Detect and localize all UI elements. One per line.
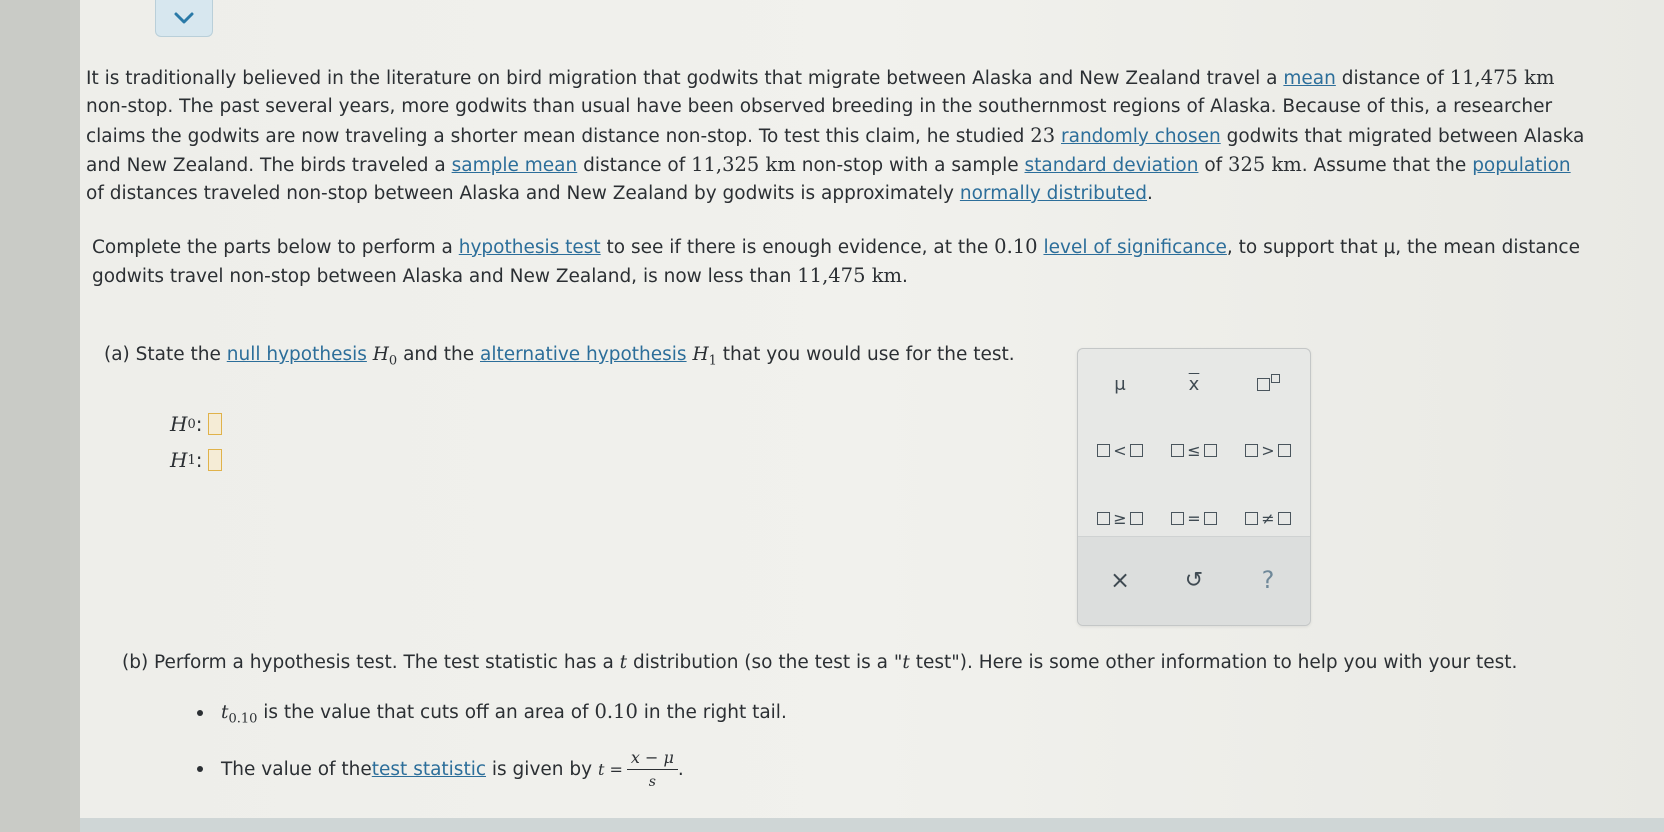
math-value: 0.10	[994, 235, 1038, 258]
left-box-icon	[1171, 444, 1184, 457]
text: claims the godwits are now traveling a shorter mean distance non-stop. To test this claim, he studied	[86, 126, 1031, 147]
xbar-symbol: $\overline{x}$	[1188, 373, 1200, 395]
ge-symbol: ≥	[1113, 508, 1127, 528]
bottom-band	[80, 818, 1664, 832]
text-line	[86, 63, 1584, 92]
less-than-button[interactable]	[1090, 435, 1150, 465]
bullet-t-value-text	[221, 700, 787, 727]
left-box-icon	[1097, 444, 1110, 457]
mu-symbol: μ	[1114, 373, 1126, 395]
text: .	[902, 266, 908, 287]
text-line	[86, 121, 1584, 150]
test-statistic-formula	[627, 748, 678, 790]
test-statistic-link[interactable]: test statistic	[371, 758, 487, 780]
text-line	[104, 340, 1015, 369]
right-box-icon	[1278, 512, 1291, 525]
glossary-link[interactable]: population	[1472, 155, 1571, 176]
task-statement	[92, 232, 1580, 290]
text: to see if there is enough evidence, at the	[600, 237, 995, 258]
close-icon: ×	[1109, 566, 1131, 594]
formula-lhs: t =	[597, 759, 623, 779]
subscript: 0.10	[228, 711, 258, 727]
less-equal-button[interactable]	[1164, 435, 1224, 465]
h1-row	[170, 448, 222, 472]
glossary-link[interactable]: hypothesis test	[458, 237, 601, 258]
text: distance of	[577, 155, 692, 176]
text: that you would use for the test.	[716, 344, 1015, 365]
text: godwits that migrated between Alaska	[1220, 126, 1585, 147]
right-box-icon	[1278, 444, 1291, 457]
h0-colon: :	[195, 412, 203, 436]
equals-button[interactable]	[1164, 503, 1224, 533]
text: and the	[397, 344, 480, 365]
text-line	[86, 179, 1584, 208]
exponent-box-icon	[1271, 374, 1280, 383]
text: of	[1198, 155, 1229, 176]
math-value: 11,475 km	[1449, 66, 1555, 89]
bullet-dot	[197, 766, 203, 772]
glossary-link[interactable]: sample mean	[451, 155, 578, 176]
math-symbol: t	[619, 652, 628, 673]
left-strip	[0, 0, 80, 832]
text-line	[86, 92, 1584, 121]
collapse-toggle[interactable]	[155, 0, 213, 37]
gt-symbol: >	[1261, 440, 1275, 460]
help-icon: ?	[1261, 566, 1275, 594]
right-box-icon	[1204, 512, 1217, 525]
h0-label: H	[170, 412, 188, 436]
ne-symbol: ≠	[1261, 508, 1275, 528]
greater-than-button[interactable]	[1238, 435, 1298, 465]
palette-actions	[1078, 536, 1310, 625]
text: godwits travel non-stop between Alaska and New Zealand, is now less than	[92, 266, 798, 287]
text: , to support that μ, the mean distance	[1226, 237, 1580, 258]
formula-numerator: x − μ	[627, 748, 678, 770]
bullet-t-value	[197, 700, 787, 727]
right-box-icon	[1130, 512, 1143, 525]
superscript-button[interactable]	[1238, 369, 1298, 399]
text: and New Zealand. The birds traveled a	[86, 155, 452, 176]
math-value: 11,475 km	[797, 264, 903, 287]
glossary-link[interactable]: level of significance	[1043, 237, 1227, 258]
glossary-link[interactable]: randomly chosen	[1061, 126, 1221, 147]
text-line	[86, 150, 1584, 179]
text: .	[1147, 183, 1153, 204]
eq-symbol: =	[1187, 508, 1201, 528]
math-symbol: H	[372, 344, 389, 365]
glossary-link[interactable]: alternative hypothesis	[480, 344, 687, 365]
h1-answer-input[interactable]	[208, 449, 222, 471]
text-line	[122, 648, 1517, 677]
math-symbol: t	[902, 652, 910, 673]
formula-end: .	[677, 758, 684, 780]
h1-colon: :	[195, 448, 203, 472]
math-symbol: t	[221, 702, 229, 723]
text: test"). Here is some other information to help you with your test.	[909, 652, 1518, 673]
text: (b) Perform a hypothesis test. The test statistic has a	[122, 652, 620, 673]
base-box-icon	[1257, 378, 1270, 391]
le-symbol: ≤	[1187, 440, 1201, 460]
left-box-icon	[1097, 512, 1110, 525]
bullet2-post-text: is given by	[486, 758, 598, 780]
math-symbol: H	[692, 344, 709, 365]
help-button[interactable]	[1238, 565, 1298, 595]
text-line	[92, 261, 1580, 290]
problem-statement	[86, 63, 1584, 208]
glossary-link[interactable]: standard deviation	[1024, 155, 1199, 176]
bullet-dot	[197, 710, 203, 716]
text: It is traditionally believed in the literature on bird migration that godwits that migrate between Alaska and New Zealand travel a	[86, 68, 1284, 89]
left-box-icon	[1245, 444, 1258, 457]
glossary-link[interactable]: null hypothesis	[226, 344, 367, 365]
h0-row	[170, 412, 222, 436]
math-value: 325 km	[1228, 153, 1302, 176]
glossary-link[interactable]: normally distributed	[959, 183, 1148, 204]
subscript: 1	[708, 353, 717, 369]
math-value: 11,325 km	[691, 153, 796, 176]
undo-button[interactable]	[1164, 565, 1224, 595]
part-b-prompt	[122, 648, 1517, 677]
greater-equal-button[interactable]	[1090, 503, 1150, 533]
math-value: 23	[1030, 124, 1056, 147]
right-box-icon	[1130, 444, 1143, 457]
undo-icon: ↺	[1184, 567, 1204, 593]
mu-button[interactable]	[1090, 369, 1150, 399]
h0-subscript: 0	[187, 416, 196, 432]
right-box-icon	[1204, 444, 1217, 457]
not-equal-button[interactable]	[1238, 503, 1298, 533]
text: is the value that cuts off an area of	[257, 702, 595, 723]
xbar-button[interactable]	[1164, 369, 1224, 399]
h1-label: H	[170, 448, 188, 472]
text: distribution (so the test is a "	[627, 652, 903, 673]
chevron-down-icon	[173, 11, 195, 25]
clear-button[interactable]	[1090, 565, 1150, 595]
text: in the right tail.	[637, 702, 787, 723]
bullet2-pre-text: The value of the	[221, 758, 372, 780]
text-line	[92, 232, 1580, 261]
math-value: 0.10	[594, 700, 638, 723]
text: Complete the parts below to perform a	[92, 237, 459, 258]
glossary-link[interactable]: mean	[1283, 68, 1336, 89]
left-box-icon	[1171, 512, 1184, 525]
h0-answer-input[interactable]	[208, 413, 222, 435]
lt-symbol: <	[1113, 440, 1127, 460]
text: . Assume that the	[1301, 155, 1473, 176]
text: of distances traveled non-stop between Alaska and New Zealand by godwits is approximately	[86, 183, 960, 204]
bullet-test-statistic	[197, 748, 684, 790]
math-palette	[1077, 348, 1311, 626]
text: non-stop with a sample	[795, 155, 1025, 176]
left-box-icon	[1245, 512, 1258, 525]
text: distance of	[1335, 68, 1450, 89]
text: (a) State the	[104, 344, 227, 365]
part-a-prompt	[104, 340, 1015, 369]
subscript: 0	[388, 353, 398, 369]
formula-denominator: s	[648, 774, 656, 790]
h1-subscript: 1	[187, 452, 196, 468]
text: non-stop. The past several years, more godwits than usual have been observed breeding in the southernmost regions of Alaska. Because of this, a researcher	[86, 96, 1553, 117]
